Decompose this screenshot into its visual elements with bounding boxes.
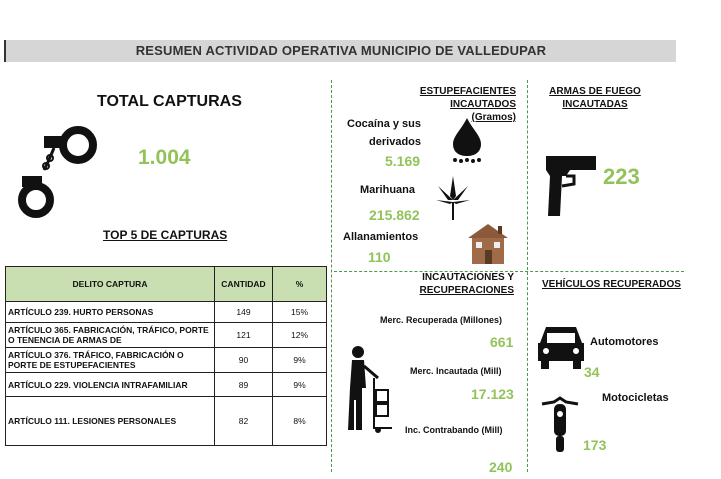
row-delito: ARTÍCULO 239. HURTO PERSONAS [6, 302, 215, 323]
row-cantidad: 121 [215, 323, 273, 348]
merc-incautada-label: Merc. Incautada (Mill) [410, 366, 502, 376]
pistol-icon [540, 150, 600, 222]
inc-contrabando-label: Inc. Contrabando (Mill) [405, 425, 503, 435]
cocaina-label-line1: Cocaína y sus [347, 118, 421, 130]
table-row [6, 373, 327, 397]
divider-left [331, 80, 332, 472]
top5-table [5, 266, 327, 446]
table-row [6, 397, 327, 446]
merc-recuperada-label: Merc. Recuperada (Millones) [380, 315, 503, 325]
row-pct: 8% [273, 397, 327, 446]
divider-right-top [527, 80, 528, 270]
row-delito: ARTÍCULO 365. FABRICACIÓN, TRÁFICO, PORTE O TENENCIA DE ARMAS DE [6, 323, 215, 348]
row-cantidad: 82 [215, 397, 273, 446]
row-delito: ARTÍCULO 111. LESIONES PERSONALES [6, 397, 215, 446]
merc-incautada-value: 17.123 [471, 386, 514, 402]
row-delito: ARTÍCULO 376. TRÁFICO, FABRICACIÓN O PORTE DE ESTUPEFACIENTES [6, 348, 215, 373]
col-cantidad: CANTIDAD [215, 267, 273, 302]
handcuffs-icon [14, 118, 100, 222]
marijuana-leaf-icon [434, 174, 472, 222]
inc-contrabando-value: 240 [489, 459, 513, 475]
col-pct: % [273, 267, 327, 302]
total-capturas-heading: TOTAL CAPTURAS [97, 93, 242, 110]
col-delito: DELITO CAPTURA [6, 267, 215, 302]
cocaina-value: 5.169 [385, 153, 421, 169]
row-cantidad: 90 [215, 348, 273, 373]
row-cantidad: 149 [215, 302, 273, 323]
incautaciones-heading-line2: RECUPERACIONES [419, 285, 514, 296]
automotores-label: Automotores [590, 336, 659, 348]
cocaine-drop-icon [447, 116, 487, 164]
armas-value: 223 [603, 164, 640, 189]
table-header-row [6, 267, 327, 302]
top5-heading: TOP 5 DE CAPTURAS [103, 228, 228, 242]
hand-truck-worker-icon [346, 344, 396, 436]
total-capturas-value: 1.004 [138, 146, 191, 169]
divider-right-bottom [527, 272, 528, 472]
automotores-value: 34 [584, 364, 600, 380]
estupefacientes-heading-line2: (Gramos) [471, 112, 516, 123]
house-icon [464, 220, 512, 266]
marihuana-label: Marihuana [360, 184, 416, 196]
motorcycle-icon [540, 396, 580, 454]
armas-heading-line2: INCAUTADAS [562, 99, 628, 110]
row-pct: 12% [273, 323, 327, 348]
incautaciones-heading [402, 271, 514, 297]
table-row [6, 348, 327, 373]
marihuana-value: 215.862 [369, 207, 420, 223]
incautaciones-heading-line1: INCAUTACIONES Y [422, 272, 514, 283]
motocicletas-label: Motocicletas [602, 392, 669, 404]
armas-heading-line1: ARMAS DE FUEGO [549, 86, 641, 97]
cocaina-label [337, 115, 421, 151]
title-bar [4, 40, 676, 62]
cocaina-label-line2: derivados [369, 136, 421, 148]
row-cantidad: 89 [215, 373, 273, 397]
allanamientos-label: Allanamientos [343, 231, 419, 243]
vehiculos-heading: VEHÍCULOS RECUPERADOS [542, 279, 681, 290]
estupefacientes-heading-line1: ESTUPEFACIENTES INCAUTADOS [419, 86, 516, 110]
allanamientos-value: 110 [368, 249, 391, 265]
row-delito: ARTÍCULO 229. VIOLENCIA INTRAFAMILIAR [6, 373, 215, 397]
car-icon [536, 323, 586, 371]
merc-recuperada-value: 661 [490, 334, 514, 350]
page-title: RESUMEN ACTIVIDAD OPERATIVA MUNICIPIO DE VALLEDUPAR [135, 43, 547, 58]
armas-heading [540, 85, 650, 111]
row-pct: 9% [273, 348, 327, 373]
row-pct: 15% [273, 302, 327, 323]
row-pct: 9% [273, 373, 327, 397]
table-row [6, 323, 327, 348]
table-row [6, 302, 327, 323]
motocicletas-value: 173 [583, 437, 607, 453]
